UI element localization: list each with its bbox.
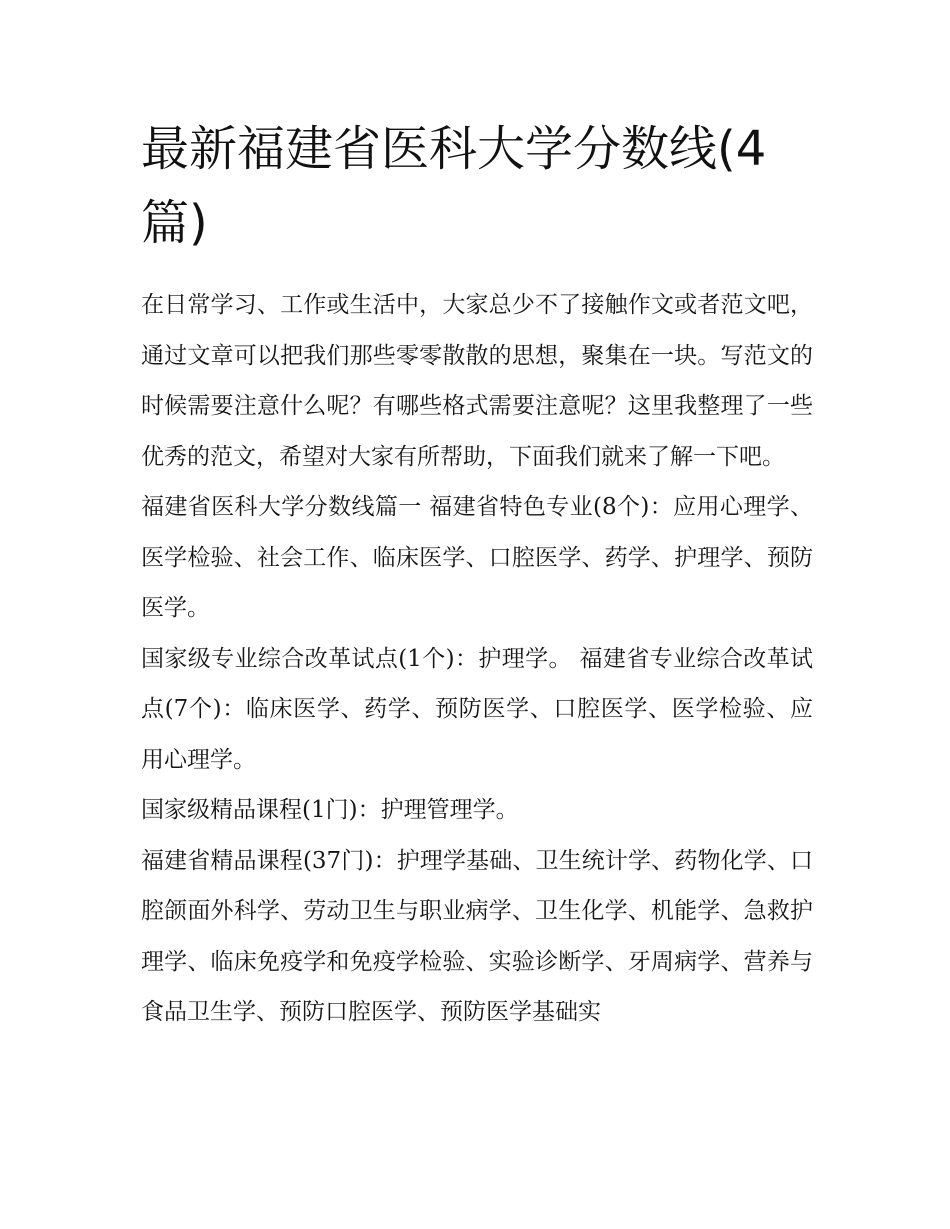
- paragraph-reform-pilots: 国家级专业综合改革试点(1个)：护理学。 福建省专业综合改革试点(7个)：临床医学、药学、预防医学、口腔医学、医学检验、应用心理学。: [141, 645, 813, 773]
- document-body: [141, 112, 813, 1038]
- paragraph-provincial-courses: 福建省精品课程(37门)：护理学基础、卫生统计学、药物化学、口腔颌面外科学、劳动卫生与职业病学、卫生化学、机能学、急救护理学、临床免疫学和免疫学检验、实验诊断学、牙周病学、营养与食品卫生学、预防口腔医学、预防医学基础实: [141, 847, 813, 1025]
- paragraph-specialties: 福建省医科大学分数线篇一 福建省特色专业(8个)：应用心理学、医学检验、社会工作、临床医学、口腔医学、药学、护理学、预防医学。: [141, 494, 813, 621]
- document-title: 最新福建省医科大学分数线(4篇): [141, 121, 767, 251]
- paragraph-intro: 在日常学习、工作或生活中，大家总少不了接触作文或者范文吧，通过文章可以把我们那些零零散散的思想，聚集在一块。写范文的时候需要注意什么呢？有哪些格式需要注意呢？这里我整理了一些优秀的范文，希望对大家有所帮助，下面我们就来了解一下吧。: [141, 292, 813, 470]
- paragraph-national-courses: 国家级精品课程(1门)：护理管理学。: [141, 797, 519, 823]
